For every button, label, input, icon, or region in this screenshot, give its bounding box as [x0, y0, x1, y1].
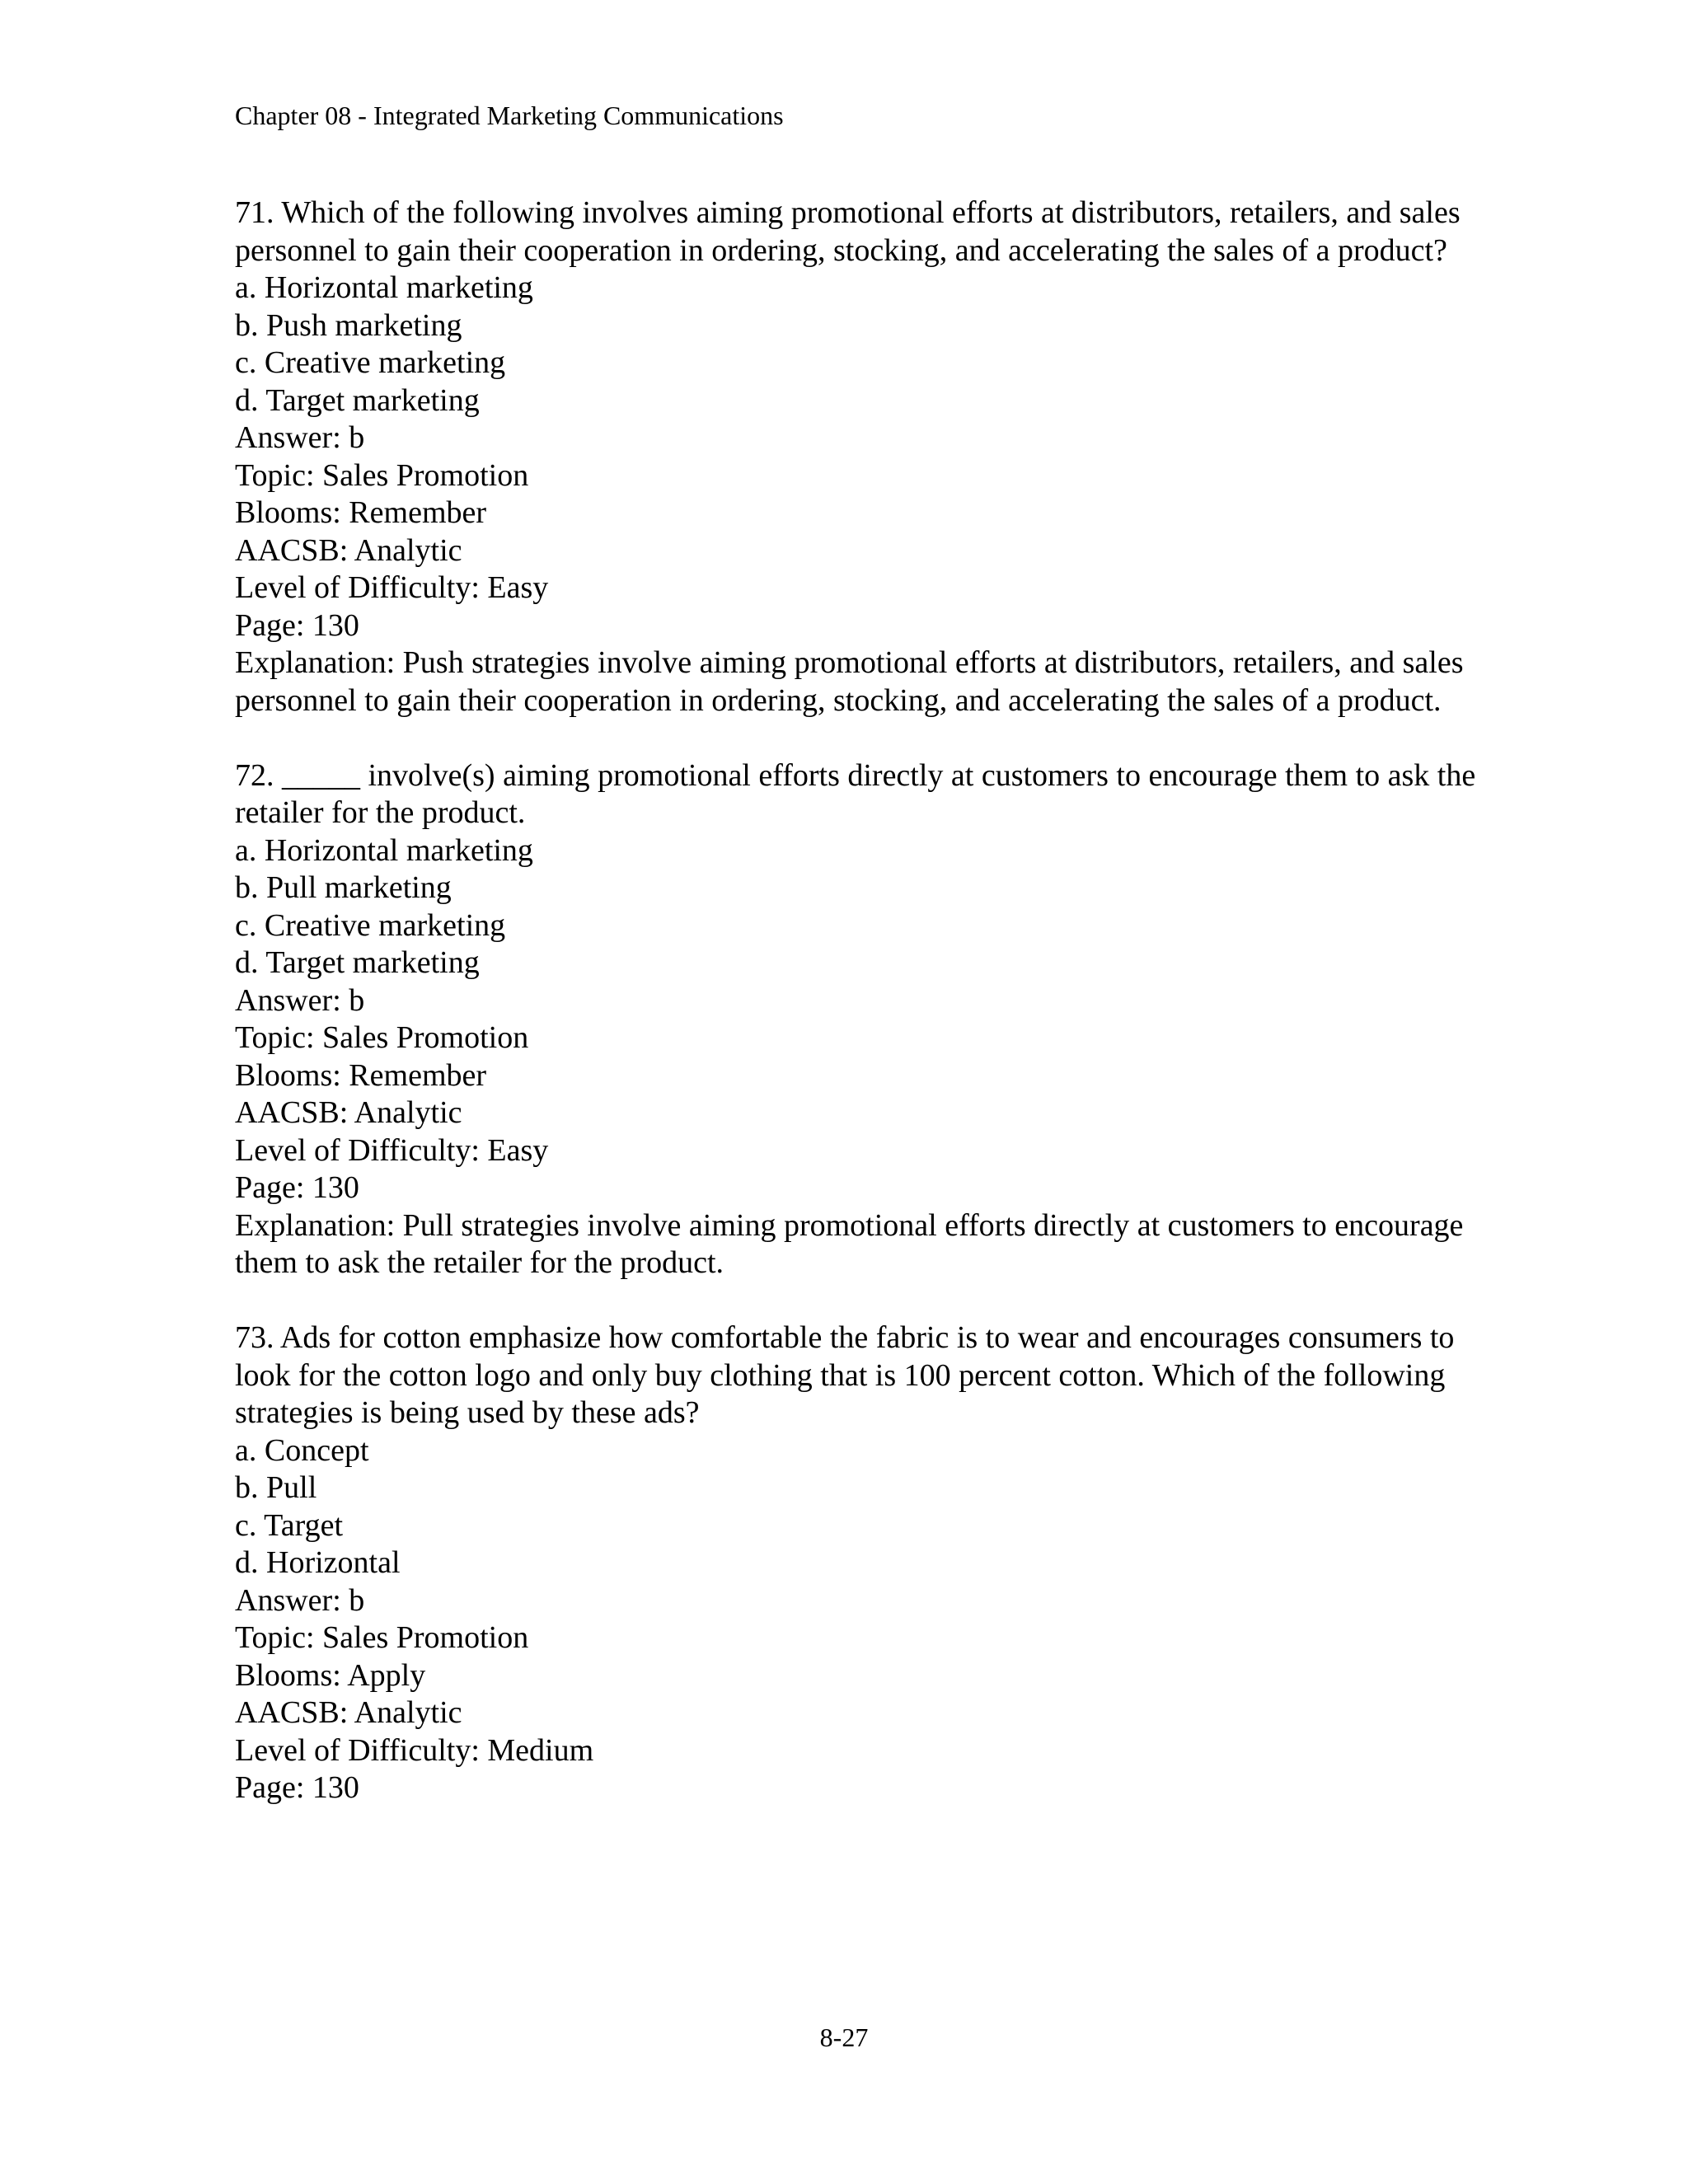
- aacsb: AACSB: Analytic: [235, 532, 462, 568]
- page-number: 8-27: [819, 2022, 869, 2052]
- aacsb: AACSB: Analytic: [235, 1095, 462, 1130]
- difficulty: Level of Difficulty: Medium: [235, 1732, 594, 1768]
- explanation: Explanation: Pull strategies involve aiming promotional efforts directly at customers to encourage them to ask the retailer for the product.: [235, 1207, 1464, 1280]
- page-reference: Page: 130: [235, 1770, 359, 1805]
- option-a: a. Horizontal marketing: [235, 270, 533, 305]
- difficulty: Level of Difficulty: Easy: [235, 1132, 549, 1168]
- question-list: [235, 194, 1488, 1807]
- answer: Answer: b: [235, 420, 365, 455]
- option-b: b. Pull: [235, 1470, 317, 1505]
- question-stem: 71. Which of the following involves aiming promotional efforts at distributors, retailers, and sales personnel to gain their cooperation in ordering, stocking, and accelerating the sales of a product?: [235, 195, 1461, 268]
- difficulty: Level of Difficulty: Easy: [235, 570, 549, 605]
- answer: Answer: b: [235, 982, 365, 1018]
- blooms: Blooms: Remember: [235, 1057, 487, 1093]
- question-73: [235, 1319, 1488, 1807]
- answer: Answer: b: [235, 1582, 365, 1618]
- topic: Topic: Sales Promotion: [235, 1020, 529, 1055]
- blooms: Blooms: Apply: [235, 1657, 426, 1693]
- option-d: d. Horizontal: [235, 1545, 401, 1580]
- page-reference: Page: 130: [235, 607, 359, 643]
- option-d: d. Target marketing: [235, 945, 480, 980]
- option-d: d. Target marketing: [235, 382, 480, 418]
- question-stem: 72. _____ involve(s) aiming promotional efforts directly at customers to encourage them to ask the retailer for the product.: [235, 757, 1476, 830]
- option-b: b. Push marketing: [235, 307, 462, 343]
- option-c: c. Creative marketing: [235, 907, 506, 943]
- option-c: c. Creative marketing: [235, 345, 506, 380]
- aacsb: AACSB: Analytic: [235, 1695, 462, 1730]
- question-72: [235, 757, 1488, 1282]
- option-a: a. Concept: [235, 1432, 369, 1468]
- blooms: Blooms: Remember: [235, 495, 487, 530]
- option-b: b. Pull marketing: [235, 870, 452, 905]
- question-stem: 73. Ads for cotton emphasize how comfortable the fabric is to wear and encourages consumers to look for the cotton logo and only buy clothing that is 100 percent cotton. Which of the following strategies is being used by these ads?: [235, 1320, 1455, 1430]
- explanation: Explanation: Push strategies involve aiming promotional efforts at distributors, retailers, and sales personnel to gain their cooperation in ordering, stocking, and accelerating the sales of a product.: [235, 645, 1464, 718]
- running-header: Chapter 08 - Integrated Marketing Communications: [235, 101, 784, 130]
- page-reference: Page: 130: [235, 1170, 359, 1205]
- option-c: c. Target: [235, 1507, 343, 1543]
- option-a: a. Horizontal marketing: [235, 832, 533, 868]
- topic: Topic: Sales Promotion: [235, 1620, 529, 1655]
- question-71: [235, 194, 1488, 719]
- topic: Topic: Sales Promotion: [235, 457, 529, 493]
